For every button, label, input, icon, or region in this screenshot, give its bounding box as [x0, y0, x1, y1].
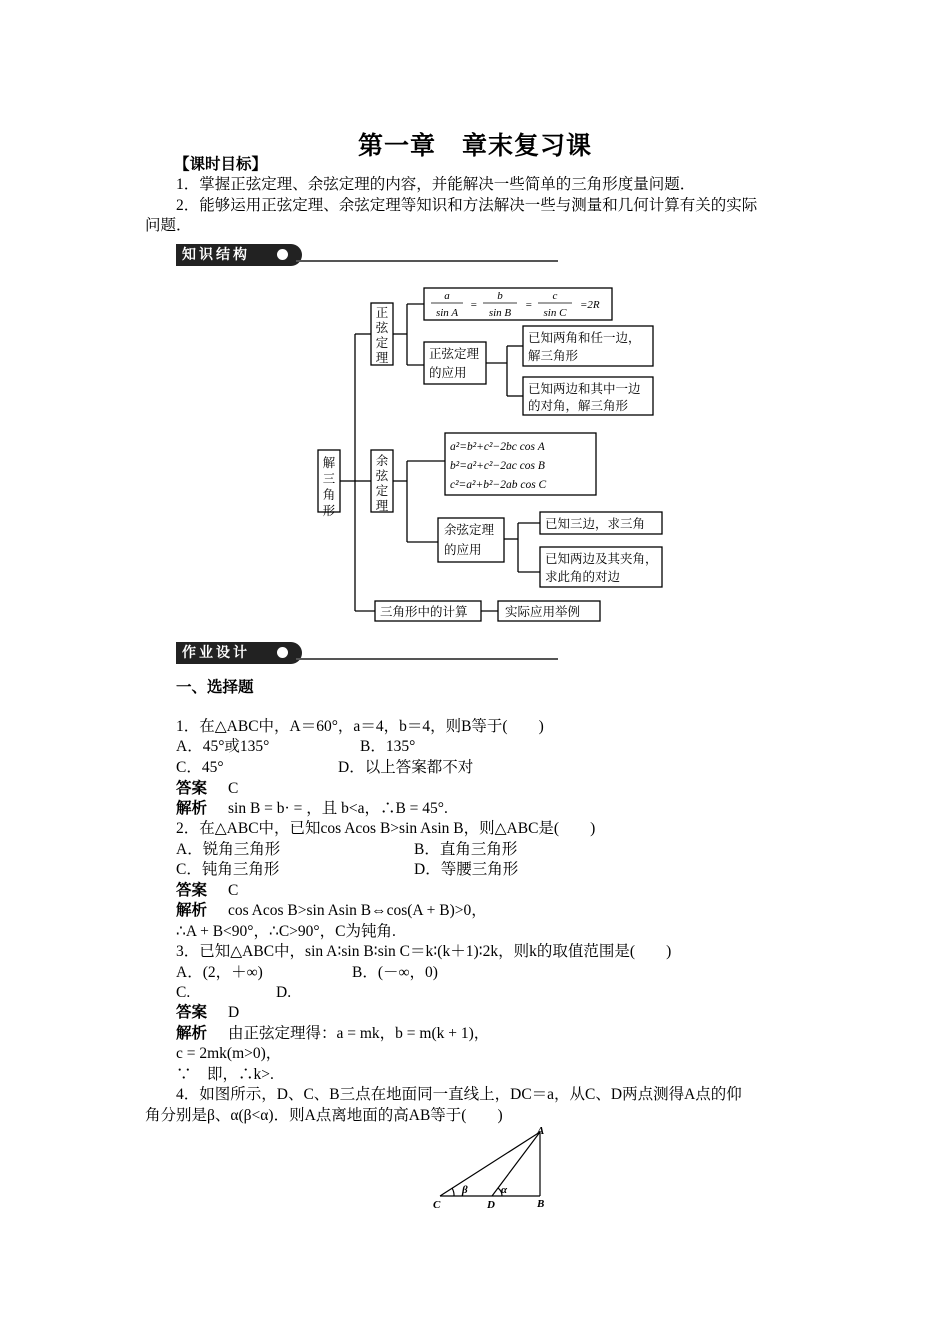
- sines-app-line2: 的应用: [429, 366, 467, 380]
- q3-solution-3: ∵ 即，∴k>.: [176, 1066, 274, 1083]
- q2-stem: 2．在△ABC中，已知cos Acos B>sin Asin B，则△ABC是( ): [176, 820, 596, 837]
- formula-sinB: sin B: [488, 307, 512, 319]
- calc-box: 三角形中的计算: [380, 605, 468, 619]
- q3-option-c: C.: [176, 984, 191, 1001]
- page-title: 第一章 章末复习课: [357, 133, 592, 160]
- goal-1: 1．掌握正弦定理、余弦定理的内容，并能解决一些简单的三角形度量问题．: [176, 176, 696, 193]
- q3-stem: 3．已知△ABC中，sin A∶sin B∶sin C＝k∶(k＋1)∶2k，则k的取值范围是( ): [176, 943, 672, 960]
- formula-b: b: [497, 290, 503, 302]
- homework-banner: [176, 642, 558, 664]
- q1-answer: C: [228, 780, 239, 797]
- sines-char-3: 定: [375, 336, 389, 350]
- banner-dot-icon: [277, 249, 288, 260]
- q1-solution: sin B = b· = ，且 b<a，∴B = 45°.: [228, 800, 448, 817]
- q3-solution-label: 解析: [176, 1025, 208, 1042]
- formula-c: c: [552, 290, 558, 302]
- q1-option-d: D．以上答案都不对: [338, 759, 474, 776]
- q1-solution-label: 解析: [176, 800, 208, 817]
- case3: 已知三边，求三角: [545, 517, 646, 531]
- q1-option-b: B．135°: [360, 738, 416, 755]
- q3-answer: D: [228, 1004, 240, 1021]
- q3-option-b: B．(－∞，0): [352, 964, 438, 981]
- fig-label-c: C: [433, 1199, 441, 1211]
- formula-sinC: sin C: [543, 307, 567, 319]
- q1-option-a: A．45°或135°: [176, 738, 270, 755]
- root-char-2: 三: [322, 472, 336, 486]
- q1-option-c: C．45°: [176, 759, 224, 776]
- case1-line2: 解三角形: [528, 349, 579, 363]
- q2-option-c: C．钝角三角形: [176, 861, 280, 878]
- cos-char-2: 弦: [375, 469, 389, 483]
- q3-solution-2: c = 2mk(m>0)，: [176, 1045, 282, 1062]
- practice-box: 实际应用举例: [505, 605, 581, 619]
- formula-eq-2: =: [525, 299, 533, 311]
- formula-eq2r: =2R: [580, 299, 600, 311]
- cos-formula-3: c²=a²+b²−2ab cos C: [450, 479, 547, 491]
- section-choice: 一、选择题: [176, 679, 254, 696]
- q2-option-d: D．等腰三角形: [414, 861, 519, 878]
- sines-char-4: 理: [375, 351, 389, 365]
- goals-heading: 【课时目标】: [174, 156, 268, 173]
- cos-app-line1: 余弦定理: [444, 523, 495, 537]
- structure-banner: [176, 244, 558, 266]
- sines-app-line1: 正弦定理: [429, 347, 480, 361]
- homework-banner-label: 作业设计: [176, 642, 302, 664]
- fig-label-a: A: [537, 1125, 545, 1137]
- cos-char-1: 余: [375, 454, 389, 468]
- fig-label-d: D: [487, 1199, 495, 1211]
- q4-stem-line2: 角分别是β、α(β<α)．则A点离地面的高AB等于( ): [145, 1107, 503, 1124]
- q2-answer-label: 答案: [176, 882, 208, 899]
- q3-option-d: D.: [276, 984, 292, 1001]
- formula-sinA: sin A: [435, 307, 459, 319]
- root-char-1: 解: [322, 456, 336, 470]
- q1-stem: 1．在△ABC中，A＝60°，a＝4，b＝4，则B等于( ): [176, 718, 544, 735]
- cos-char-4: 理: [375, 499, 389, 513]
- structure-banner-label: 知识结构: [176, 244, 302, 266]
- q3-solution: 由正弦定理得：a = mk，b = m(k + 1)，: [228, 1025, 490, 1042]
- cos-char-3: 定: [375, 484, 389, 498]
- banner-dot-icon: [277, 647, 288, 658]
- goal-2-line1: 2．能够运用正弦定理、余弦定理等知识和方法解决一些与测量和几何计算有关的实际: [176, 197, 758, 214]
- fig-label-beta: β: [462, 1184, 468, 1196]
- sines-char-2: 弦: [375, 321, 389, 335]
- case2-line2: 的对角，解三角形: [528, 399, 629, 413]
- root-char-3: 角: [322, 488, 336, 502]
- q2-option-a: A．锐角三角形: [176, 841, 281, 858]
- case1-line1: 已知两角和任一边，: [528, 331, 641, 345]
- q2-solution: cos Acos B>sin Asin B⇔cos(A + B)>0，: [228, 902, 487, 919]
- q2-solution-2: ∴A + B<90°，∴C>90°，C为钝角.: [176, 923, 396, 940]
- fig-label-b: B: [537, 1198, 545, 1210]
- knowledge-diagram: [300, 280, 680, 625]
- q2-answer: C: [228, 882, 239, 899]
- fig-label-alpha: α: [501, 1184, 508, 1196]
- q1-answer-label: 答案: [176, 780, 208, 797]
- cos-formula-2: b²=a²+c²−2ac cos B: [450, 460, 545, 472]
- q3-answer-label: 答案: [176, 1004, 208, 1021]
- case4-line2: 求此角的对边: [545, 570, 621, 584]
- cos-app-line2: 的应用: [444, 543, 482, 557]
- q4-stem-line1: 4．如图所示，D、C、B三点在地面同一直线上，DC＝a，从C、D两点测得A点的仰: [176, 1086, 742, 1103]
- q2-solution-label: 解析: [176, 902, 208, 919]
- case2-line1: 已知两边和其中一边: [528, 382, 641, 396]
- formula-eq-1: =: [470, 299, 478, 311]
- formula-a: a: [444, 290, 450, 302]
- goal-2-line2: 问题．: [145, 217, 192, 234]
- sines-char-1: 正: [375, 306, 389, 320]
- q4-figure: [430, 1122, 560, 1214]
- cos-formula-1: a²=b²+c²−2bc cos A: [450, 441, 545, 453]
- case4-line1: 已知两边及其夹角，: [545, 552, 658, 566]
- q2-option-b: B．直角三角形: [414, 841, 518, 858]
- q3-option-a: A．(2，＋∞): [176, 964, 263, 981]
- root-char-4: 形: [322, 504, 336, 518]
